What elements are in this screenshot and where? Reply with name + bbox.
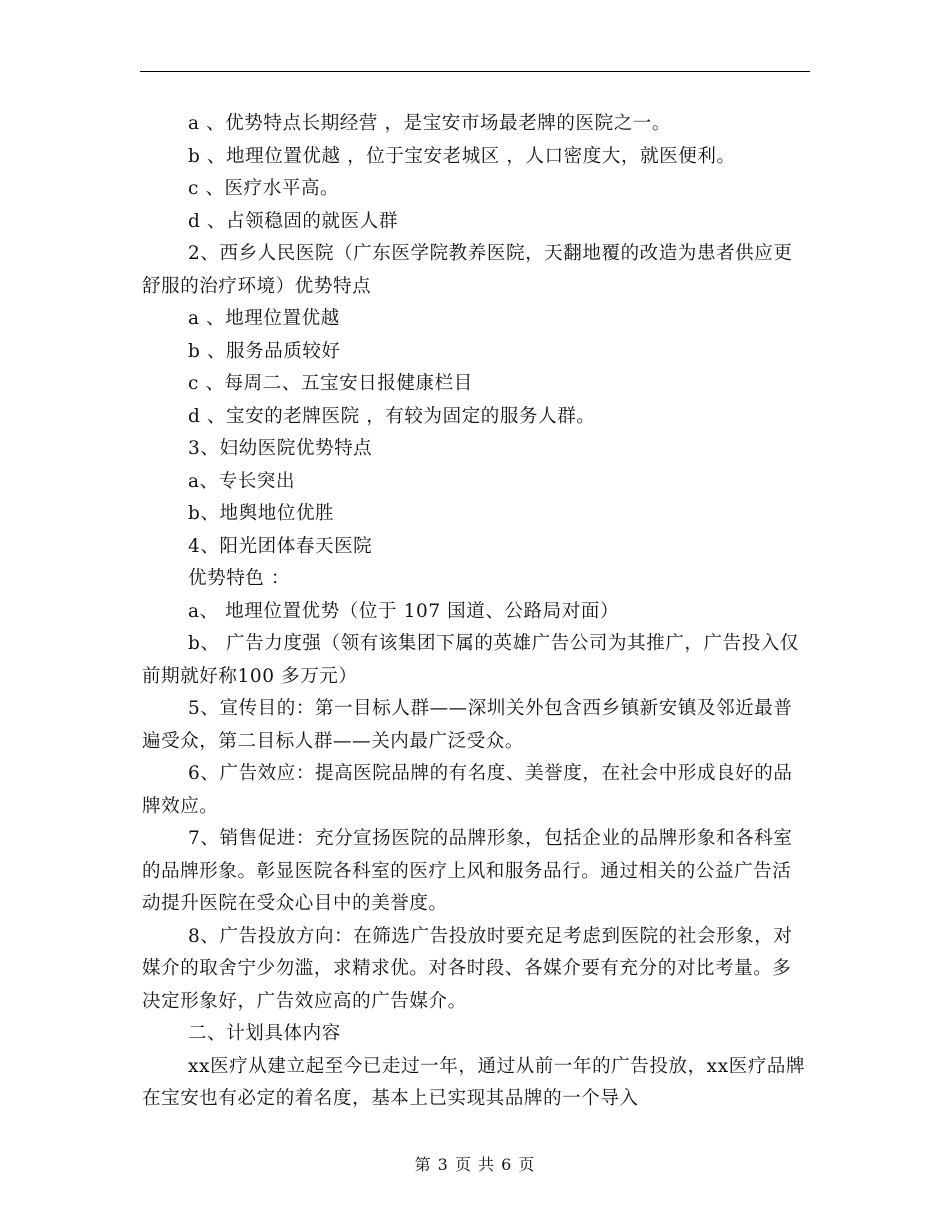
paragraph: b 、地理位置优越 ，位于宝安老城区 ，人口密度大，就医便利。 bbox=[188, 145, 736, 167]
paragraph: 二、计划具体内容 bbox=[188, 1023, 341, 1044]
paragraph: xx医疗从建立起至今已走过一年，通过从前一年的广告投放，xx医疗品牌在宝安也有必定的着名度，基本上已实现其品牌的一个导入 bbox=[142, 1055, 806, 1109]
paragraph: c 、医疗水平高。 bbox=[188, 178, 340, 199]
paragraph: d 、占领稳固的就医人群 bbox=[188, 210, 398, 232]
paragraph: b、地舆地位优胜 bbox=[188, 503, 335, 524]
paragraph: a、专长突出 bbox=[188, 470, 296, 492]
page-footer: 第 3 页 共 6 页 bbox=[414, 1155, 536, 1174]
paragraph: b 、服务品质较好 bbox=[188, 340, 341, 362]
paragraph: 优势特色 ： bbox=[188, 568, 290, 589]
paragraph: c 、每周二、五宝安日报健康栏目 bbox=[188, 373, 473, 394]
paragraph: a 、地理位置优越 bbox=[188, 308, 340, 329]
paragraph: 5、宣传目的：第一目标人群——深圳关外包含西乡镇新安镇及邻近最普遍受众，第二目标人群——关内最广泛受众。 bbox=[142, 698, 793, 752]
paragraph: 7、销售促进：充分宣扬医院的品牌形象，包括企业的品牌形象和各科室的品牌形象。彰显医院各科室的医疗上风和服务品行。通过相关的公益广告活动提升医院在受众心目中的美誉度。 bbox=[142, 828, 793, 914]
header-rule bbox=[140, 71, 810, 72]
paragraph: b、 广告力度强（领有该集团下属的英雄广告公司为其推广，广告投入仅前期就好称100 多万元） bbox=[142, 633, 800, 687]
paragraph: a、 地理位置优势（位于 107 国道、公路局对面） bbox=[188, 600, 620, 622]
paragraph: 2、西乡人民医院（广东医学院教养医院，天翻地覆的改造为患者供应更舒服的治疗环境）优势特点 bbox=[142, 243, 793, 297]
paragraph: 6、广告效应：提高医院品牌的有名度、美誉度，在社会中形成良好的品牌效应。 bbox=[142, 763, 793, 817]
document-body bbox=[142, 108, 810, 1116]
paragraph: d 、宝安的老牌医院 ，有较为固定的服务人群。 bbox=[188, 405, 596, 427]
paragraph: a 、优势特点长期经营 ，是宝安市场最老牌的医院之一。 bbox=[188, 113, 671, 134]
paragraph: 3、妇幼医院优势特点 bbox=[188, 438, 373, 459]
paragraph: 8、广告投放方向：在筛选广告投放时要充足考虑到医院的社会形象，对媒介的取舍宁少勿滥，求精求优。对各时段、各媒介要有充分的对比考量。多决定形象好，广告效应高的广告媒介。 bbox=[142, 925, 793, 1012]
paragraph: 4、阳光团体春天医院 bbox=[188, 535, 373, 557]
